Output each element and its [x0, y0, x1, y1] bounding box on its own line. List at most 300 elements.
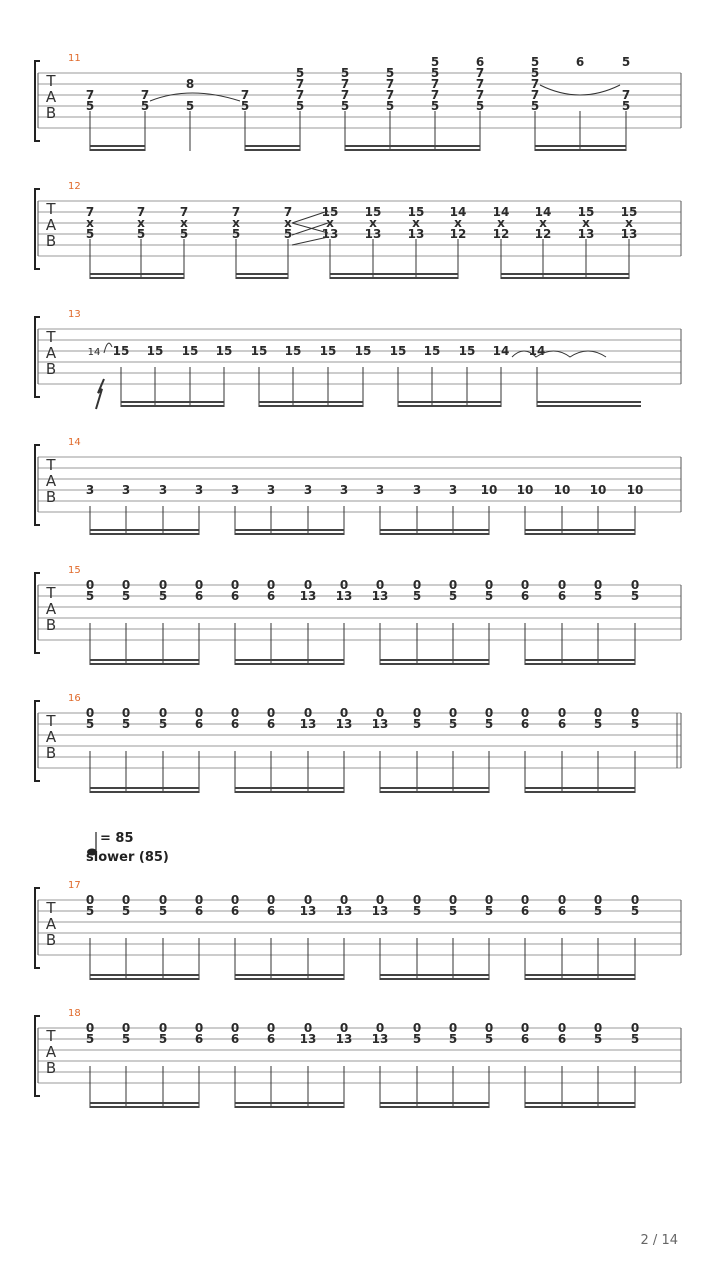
fret-number: x [369, 216, 377, 230]
beam [90, 1102, 199, 1104]
fret-number: 0 [448, 1021, 458, 1035]
tab-label: T [46, 328, 56, 346]
fret-number: 13 [364, 227, 382, 241]
fret-number: 6 [266, 904, 276, 918]
fret-number: 0 [557, 706, 567, 720]
beam [259, 405, 363, 407]
tab-system [35, 309, 681, 409]
fret-number: 7 [621, 88, 631, 102]
tab-label: A [45, 600, 57, 618]
fret-number: 0 [85, 578, 95, 592]
fret-number: 14 [449, 205, 467, 219]
fret-number: 0 [339, 706, 349, 720]
tab-label: T [46, 200, 56, 218]
fret-number: 5 [85, 589, 95, 603]
fret-number: 15 [146, 344, 164, 358]
fret-number: 7 [85, 205, 95, 219]
fret-number: 3 [194, 483, 204, 497]
fret-number: 15 [389, 344, 407, 358]
fret-number: 5 [430, 99, 440, 113]
fret-number: 0 [375, 893, 385, 907]
fret-number: 7 [475, 88, 485, 102]
fret-number: 13 [299, 589, 317, 603]
fret-number: 0 [121, 893, 131, 907]
beam [235, 787, 344, 789]
tab-label: B [45, 360, 57, 378]
fret-number: 5 [85, 227, 95, 241]
fret-number: 5 [340, 66, 350, 80]
fret-number: 0 [630, 1021, 640, 1035]
fret-number: 7 [85, 88, 95, 102]
fret-number: 10 [626, 483, 644, 497]
tab-label: T [46, 584, 56, 602]
fret-number: x [412, 216, 420, 230]
fret-number: 5 [630, 589, 640, 603]
fret-number: 13 [299, 717, 317, 731]
fret-number: 15 [458, 344, 476, 358]
fret-number: 5 [121, 717, 131, 731]
tab-label: B [45, 744, 57, 762]
beam [380, 529, 489, 531]
fret-number: 0 [303, 893, 313, 907]
beam [525, 787, 635, 789]
tab-label: A [45, 344, 57, 362]
beam [525, 978, 635, 980]
fret-number: 7 [295, 77, 305, 91]
fret-number: 5 [85, 1032, 95, 1046]
beam [501, 277, 629, 279]
fret-number: 5 [430, 55, 440, 69]
fret-number: 7 [140, 88, 150, 102]
fret-number: 3 [339, 483, 349, 497]
fret-number: 6 [230, 1032, 240, 1046]
fret-number: 12 [492, 227, 510, 241]
fret-number: 0 [375, 578, 385, 592]
fret-number: 0 [520, 893, 530, 907]
fret-number: 6 [230, 717, 240, 731]
fret-number: 0 [339, 1021, 349, 1035]
tab-label: B [45, 1059, 57, 1077]
measure-number: 16 [68, 693, 81, 704]
fret-number: 0 [230, 893, 240, 907]
beam [235, 1106, 344, 1108]
fret-number: 7 [231, 205, 241, 219]
fret-number: 6 [520, 1032, 530, 1046]
fret-number: 3 [266, 483, 276, 497]
fret-number: 0 [230, 578, 240, 592]
fret-number: 15 [423, 344, 441, 358]
beam [235, 533, 344, 535]
fret-number: 15 [319, 344, 337, 358]
beam [525, 663, 635, 665]
beam [525, 791, 635, 793]
beam [380, 659, 489, 661]
fret-number: 0 [520, 1021, 530, 1035]
beam [90, 145, 145, 147]
tab-system [35, 181, 681, 279]
beam [525, 529, 635, 531]
fret-number: 13 [335, 1032, 353, 1046]
beam [380, 663, 489, 665]
fret-number: 0 [158, 578, 168, 592]
fret-number: 5 [630, 1032, 640, 1046]
beam [380, 978, 489, 980]
fret-number: 0 [121, 1021, 131, 1035]
fret-number: 13 [371, 589, 389, 603]
fret-number: 7 [295, 88, 305, 102]
fret-number: 0 [448, 893, 458, 907]
fret-number: 0 [194, 893, 204, 907]
fret-number: 5 [121, 589, 131, 603]
tab-label: T [46, 712, 56, 730]
tab-label: A [45, 915, 57, 933]
fret-number: 5 [158, 589, 168, 603]
fret-number: 7 [385, 88, 395, 102]
fret-number: 0 [375, 706, 385, 720]
fret-number: 13 [335, 589, 353, 603]
fret-number: 10 [480, 483, 498, 497]
tab-label: A [45, 88, 57, 106]
fret-number: 5 [231, 227, 241, 241]
fret-number: 5 [283, 227, 293, 241]
fret-number: 10 [516, 483, 534, 497]
fret-number: 0 [593, 578, 603, 592]
fret-number: 7 [430, 77, 440, 91]
fret-number: 5 [448, 589, 458, 603]
measure-number: 15 [68, 565, 81, 576]
beam [236, 277, 288, 279]
fret-number: 15 [284, 344, 302, 358]
fret-number: 0 [412, 893, 422, 907]
slide-arc [104, 343, 112, 353]
fret-number: 6 [266, 589, 276, 603]
fret-number: 0 [230, 1021, 240, 1035]
fret-number: 5 [448, 904, 458, 918]
beam [90, 974, 199, 976]
fret-number: 13 [335, 904, 353, 918]
fret-number: 0 [484, 706, 494, 720]
tempo-value: = 85 [100, 831, 134, 846]
fret-number: 5 [621, 99, 631, 113]
fret-number: 0 [630, 893, 640, 907]
fret-number: 0 [557, 578, 567, 592]
measure-number: 11 [68, 53, 81, 64]
fret-number: 5 [430, 66, 440, 80]
tempo-text: slower (85) [86, 850, 169, 865]
fret-number: 5 [158, 717, 168, 731]
fret-number: 3 [158, 483, 168, 497]
fret-number: 0 [158, 1021, 168, 1035]
fret-number: 3 [303, 483, 313, 497]
fret-number: 0 [339, 578, 349, 592]
fret-number: 5 [530, 66, 540, 80]
fret-number: x [625, 216, 633, 230]
fret-number: 0 [412, 578, 422, 592]
fret-number: 13 [371, 717, 389, 731]
fret-number: 6 [266, 1032, 276, 1046]
fret-number: 13 [577, 227, 595, 241]
fret-number: 7 [136, 205, 146, 219]
fret-number: 5 [530, 99, 540, 113]
fret-number: 0 [484, 1021, 494, 1035]
fret-number: 13 [407, 227, 425, 241]
fret-number: 5 [136, 227, 146, 241]
page-number: 2 / 14 [640, 1233, 678, 1248]
fret-number: 5 [385, 66, 395, 80]
fret-number: 7 [385, 77, 395, 91]
fret-number: 5 [412, 1032, 422, 1046]
fret-number: 5 [475, 99, 485, 113]
tab-system [35, 693, 681, 793]
tab-label: T [46, 1027, 56, 1045]
fret-number: 15 [364, 205, 382, 219]
fret-number: 14 [534, 205, 552, 219]
tab-system [35, 437, 681, 535]
tab-label: B [45, 616, 57, 634]
fret-number: 3 [85, 483, 95, 497]
fret-number: 6 [520, 589, 530, 603]
fret-number: 5 [121, 1032, 131, 1046]
fret-number: x [232, 216, 240, 230]
fret-number: 6 [194, 1032, 204, 1046]
tab-label: T [46, 72, 56, 90]
fret-number: 13 [371, 1032, 389, 1046]
beam [90, 529, 199, 531]
fret-number: 5 [593, 589, 603, 603]
fret-number: 6 [194, 717, 204, 731]
fret-number: 13 [335, 717, 353, 731]
beam [537, 405, 641, 407]
fret-number: 5 [385, 99, 395, 113]
fret-number: 0 [85, 1021, 95, 1035]
fret-number: 0 [557, 1021, 567, 1035]
fret-number: 0 [158, 893, 168, 907]
tie-arc [540, 85, 620, 95]
fret-number: x [454, 216, 462, 230]
fret-number: 3 [121, 483, 131, 497]
fret-number: 0 [85, 706, 95, 720]
tab-label: T [46, 899, 56, 917]
fret-number: 0 [266, 1021, 276, 1035]
beam [380, 974, 489, 976]
fret-number: 0 [412, 706, 422, 720]
fret-number: 7 [530, 88, 540, 102]
tab-label: B [45, 488, 57, 506]
fret-number: 5 [240, 99, 250, 113]
beam [380, 533, 489, 535]
beam [501, 273, 629, 275]
fret-number: 0 [593, 706, 603, 720]
fret-number: x [326, 216, 334, 230]
fret-number: 0 [339, 893, 349, 907]
fret-number: 7 [475, 66, 485, 80]
fret-number: 0 [520, 706, 530, 720]
fret-number: 5 [179, 227, 189, 241]
fret-number: 10 [589, 483, 607, 497]
fret-number: 6 [475, 55, 485, 69]
fret-number: 0 [121, 706, 131, 720]
fret-number: x [284, 216, 292, 230]
fret-number: 0 [630, 706, 640, 720]
beam [380, 791, 489, 793]
fret-number: 7 [283, 205, 293, 219]
fret-number: 3 [230, 483, 240, 497]
beam [398, 401, 501, 403]
fret-number: 5 [185, 99, 195, 113]
fret-number: 15 [354, 344, 372, 358]
beam [380, 1106, 489, 1108]
fret-number: x [86, 216, 94, 230]
beam [90, 277, 184, 279]
beam [90, 659, 199, 661]
fret-number: 15 [321, 205, 339, 219]
fret-number: 15 [215, 344, 233, 358]
fret-number: 5 [340, 99, 350, 113]
fret-number: 0 [375, 1021, 385, 1035]
fret-number: 14 [492, 205, 510, 219]
fret-number: 5 [593, 904, 603, 918]
beam [345, 145, 480, 147]
beam [90, 663, 199, 665]
fret-number: 13 [620, 227, 638, 241]
beam [525, 659, 635, 661]
fret-number: 8 [185, 77, 195, 91]
beam [345, 149, 480, 151]
fret-number: 5 [295, 66, 305, 80]
fret-number: 5 [158, 1032, 168, 1046]
fret-number: 7 [430, 88, 440, 102]
fret-number: 10 [553, 483, 571, 497]
measure-number: 12 [68, 181, 81, 192]
beam [259, 401, 363, 403]
fret-number: 5 [448, 1032, 458, 1046]
fret-number: 6 [575, 55, 585, 69]
fret-number: 15 [620, 205, 638, 219]
beam [398, 405, 501, 407]
fret-number: 7 [475, 77, 485, 91]
tempo-marking [86, 831, 169, 865]
fret-number: 15 [112, 344, 130, 358]
fret-number: 5 [412, 717, 422, 731]
beam [235, 791, 344, 793]
fret-number: 0 [266, 893, 276, 907]
fret-number: 0 [448, 578, 458, 592]
tab-label: A [45, 728, 57, 746]
beam [236, 273, 288, 275]
fret-number: 7 [530, 77, 540, 91]
fret-number: 3 [448, 483, 458, 497]
beam [235, 663, 344, 665]
fret-number: 0 [266, 578, 276, 592]
tab-label: T [46, 456, 56, 474]
measure-number: 14 [68, 437, 81, 448]
fret-number: 15 [181, 344, 199, 358]
fret-number: 0 [593, 893, 603, 907]
fret-number: 5 [484, 717, 494, 731]
fret-number: 5 [412, 904, 422, 918]
fret-number: 12 [534, 227, 552, 241]
tab-label: B [45, 931, 57, 949]
fret-number: 5 [85, 904, 95, 918]
fret-number: 7 [179, 205, 189, 219]
fret-number: 0 [520, 578, 530, 592]
tab-label: A [45, 1043, 57, 1061]
fret-number: x [137, 216, 145, 230]
beam [537, 401, 641, 403]
fret-number: 0 [630, 578, 640, 592]
fret-number: 0 [448, 706, 458, 720]
fret-number: 5 [85, 717, 95, 731]
fret-number: 12 [449, 227, 467, 241]
fret-number: 0 [194, 1021, 204, 1035]
fret-number: 3 [375, 483, 385, 497]
beam [90, 978, 199, 980]
fret-number: 0 [194, 578, 204, 592]
fret-number: 0 [484, 893, 494, 907]
beam [90, 273, 184, 275]
beam [525, 1106, 635, 1108]
fret-number: 5 [158, 904, 168, 918]
fret-number: 6 [520, 904, 530, 918]
beam [235, 978, 344, 980]
fret-number: 5 [630, 904, 640, 918]
beam [525, 533, 635, 535]
fret-number: 13 [371, 904, 389, 918]
beam [535, 145, 626, 147]
fret-number: 3 [412, 483, 422, 497]
fret-number: 0 [121, 578, 131, 592]
fret-number: 14 [492, 344, 510, 358]
tab-label: B [45, 232, 57, 250]
beam [90, 1106, 199, 1108]
fret-number: 0 [303, 706, 313, 720]
tab-system [35, 880, 681, 980]
fret-number: 0 [303, 1021, 313, 1035]
fret-number: 6 [557, 589, 567, 603]
fret-number: x [582, 216, 590, 230]
beam [245, 149, 300, 151]
measure-number: 18 [68, 1008, 81, 1019]
grace-note: 14 [87, 347, 101, 358]
fret-number: 5 [448, 717, 458, 731]
beam [90, 787, 199, 789]
beam [380, 1102, 489, 1104]
fret-number: 15 [250, 344, 268, 358]
fret-number: 15 [407, 205, 425, 219]
fret-number: 13 [321, 227, 339, 241]
fret-number: 0 [194, 706, 204, 720]
beam [121, 401, 224, 403]
fret-number: 6 [230, 904, 240, 918]
beam [525, 1102, 635, 1104]
tab-system [35, 565, 681, 665]
beam [235, 974, 344, 976]
fret-number: 6 [230, 589, 240, 603]
beam [535, 149, 626, 151]
beam [525, 974, 635, 976]
fret-number: 5 [484, 1032, 494, 1046]
tie-arc [512, 351, 606, 357]
fret-number: 7 [340, 77, 350, 91]
fret-number: 5 [593, 1032, 603, 1046]
fret-number: 5 [412, 589, 422, 603]
beam [235, 1102, 344, 1104]
fret-number: x [180, 216, 188, 230]
tab-label: A [45, 216, 57, 234]
fret-number: x [497, 216, 505, 230]
beam [245, 145, 300, 147]
tab-system [35, 53, 681, 151]
